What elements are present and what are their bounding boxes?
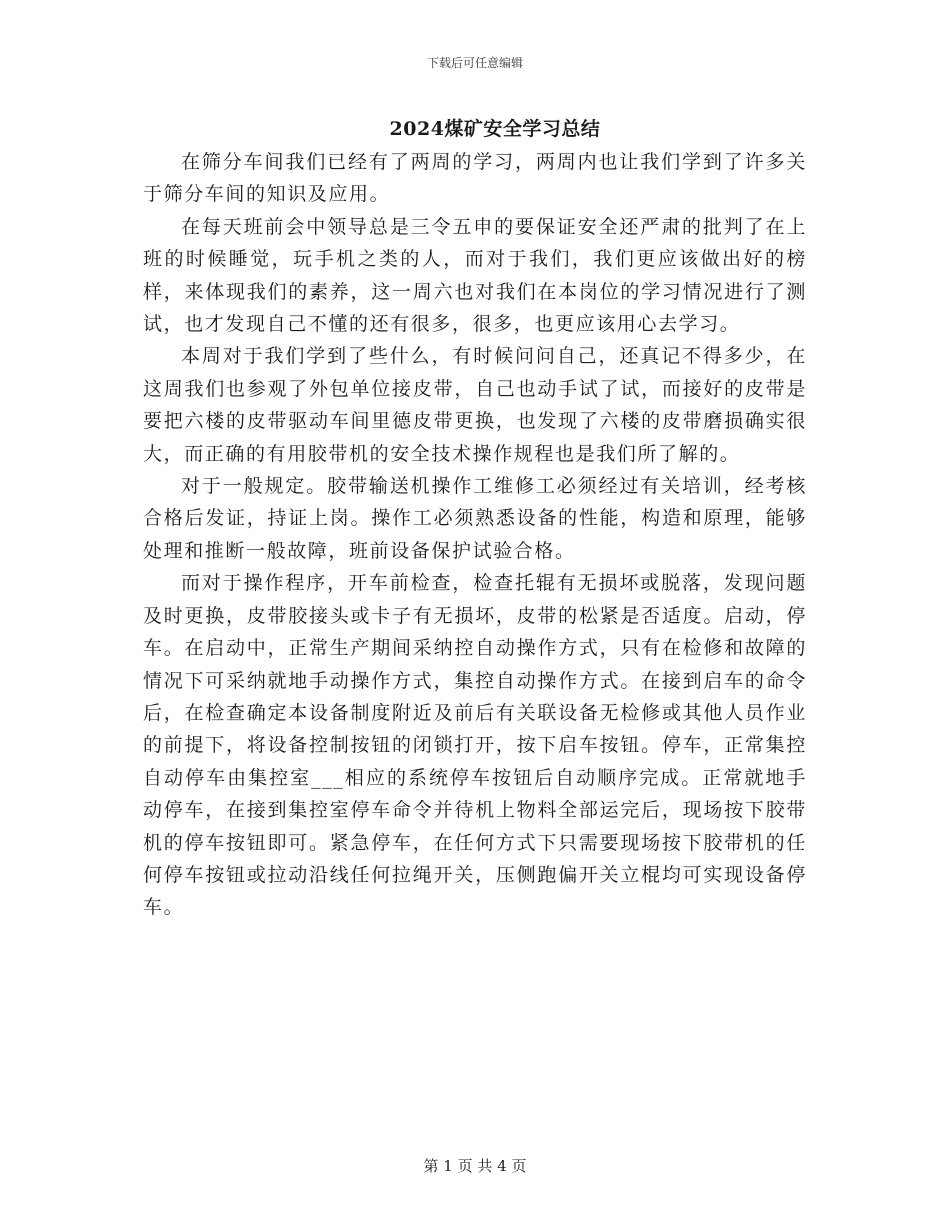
paragraph-3: 本周对于我们学到了些什么，有时候问问自己，还真记不得多少，在这周我们也参观了外包单位接皮带，自己也动手试了试，而接好的皮带是要把六楼的皮带驱动车间里德皮带更换，也发现了六楼的皮带磨损确实很大，而正确的有用胶带机的安全技术操作规程也是我们所了解的。: [143, 345, 807, 465]
paragraph-2: 在每天班前会中领导总是三令五申的要保证安全还严肃的批判了在上班的时候睡觉，玩手机之类的人，而对于我们，我们更应该做出好的榜样，来体现我们的素养，这一周六也对我们在本岗位的学习情况进行了测试，也才发现自己不懂的还有很多，很多，也更应该用心去学习。: [143, 215, 807, 336]
document-title: 2024煤矿安全学习总结: [389, 118, 601, 140]
document-body: [143, 146, 807, 924]
header-note: 下载后可任意编辑: [426, 56, 523, 70]
paragraph-5: 而对于操作程序，开车前检查，检查托辊有无损坏或脱落，发现问题及时更换，皮带胶接头或卡子有无损坏，皮带的松紧是否适度。启动，停车。在启动中，正常生产期间采纳控自动操作方式，只有在检修和故障的情况下可采纳就地手动操作方式，集控自动操作方式。在接到启车的命令后，在检查确定本设备制度附近及前后有关联设备无检修或其他人员作业的前提下，将设备控制按钮的闭锁打开，按下启车按钮。停车，正常集控自动停车由集控室___相应的系统停车按钮后自动顺序完成。正常就地手动停车，在接到集控室停车命令并待机上物料全部运完后，现场按下胶带机的停车按钮即可。紧急停车，在任何方式下只需要现场按下胶带机的任何停车按钮或拉动沿线任何拉绳开关，压侧跑偏开关立棍均可实现设备停车。: [143, 572, 807, 919]
paragraph-4: 对于一般规定。胶带输送机操作工维修工必须经过有关培训，经考核合格后发证，持证上岗。操作工必须熟悉设备的性能，构造和原理，能够处理和推断一般故障，班前设备保护试验合格。: [143, 475, 807, 562]
paragraph-1: 在筛分车间我们已经有了两周的学习，两周内也让我们学到了许多关于筛分车间的知识及应用。: [143, 151, 807, 206]
page-footer: 第 1 页 共 4 页: [423, 1157, 527, 1175]
